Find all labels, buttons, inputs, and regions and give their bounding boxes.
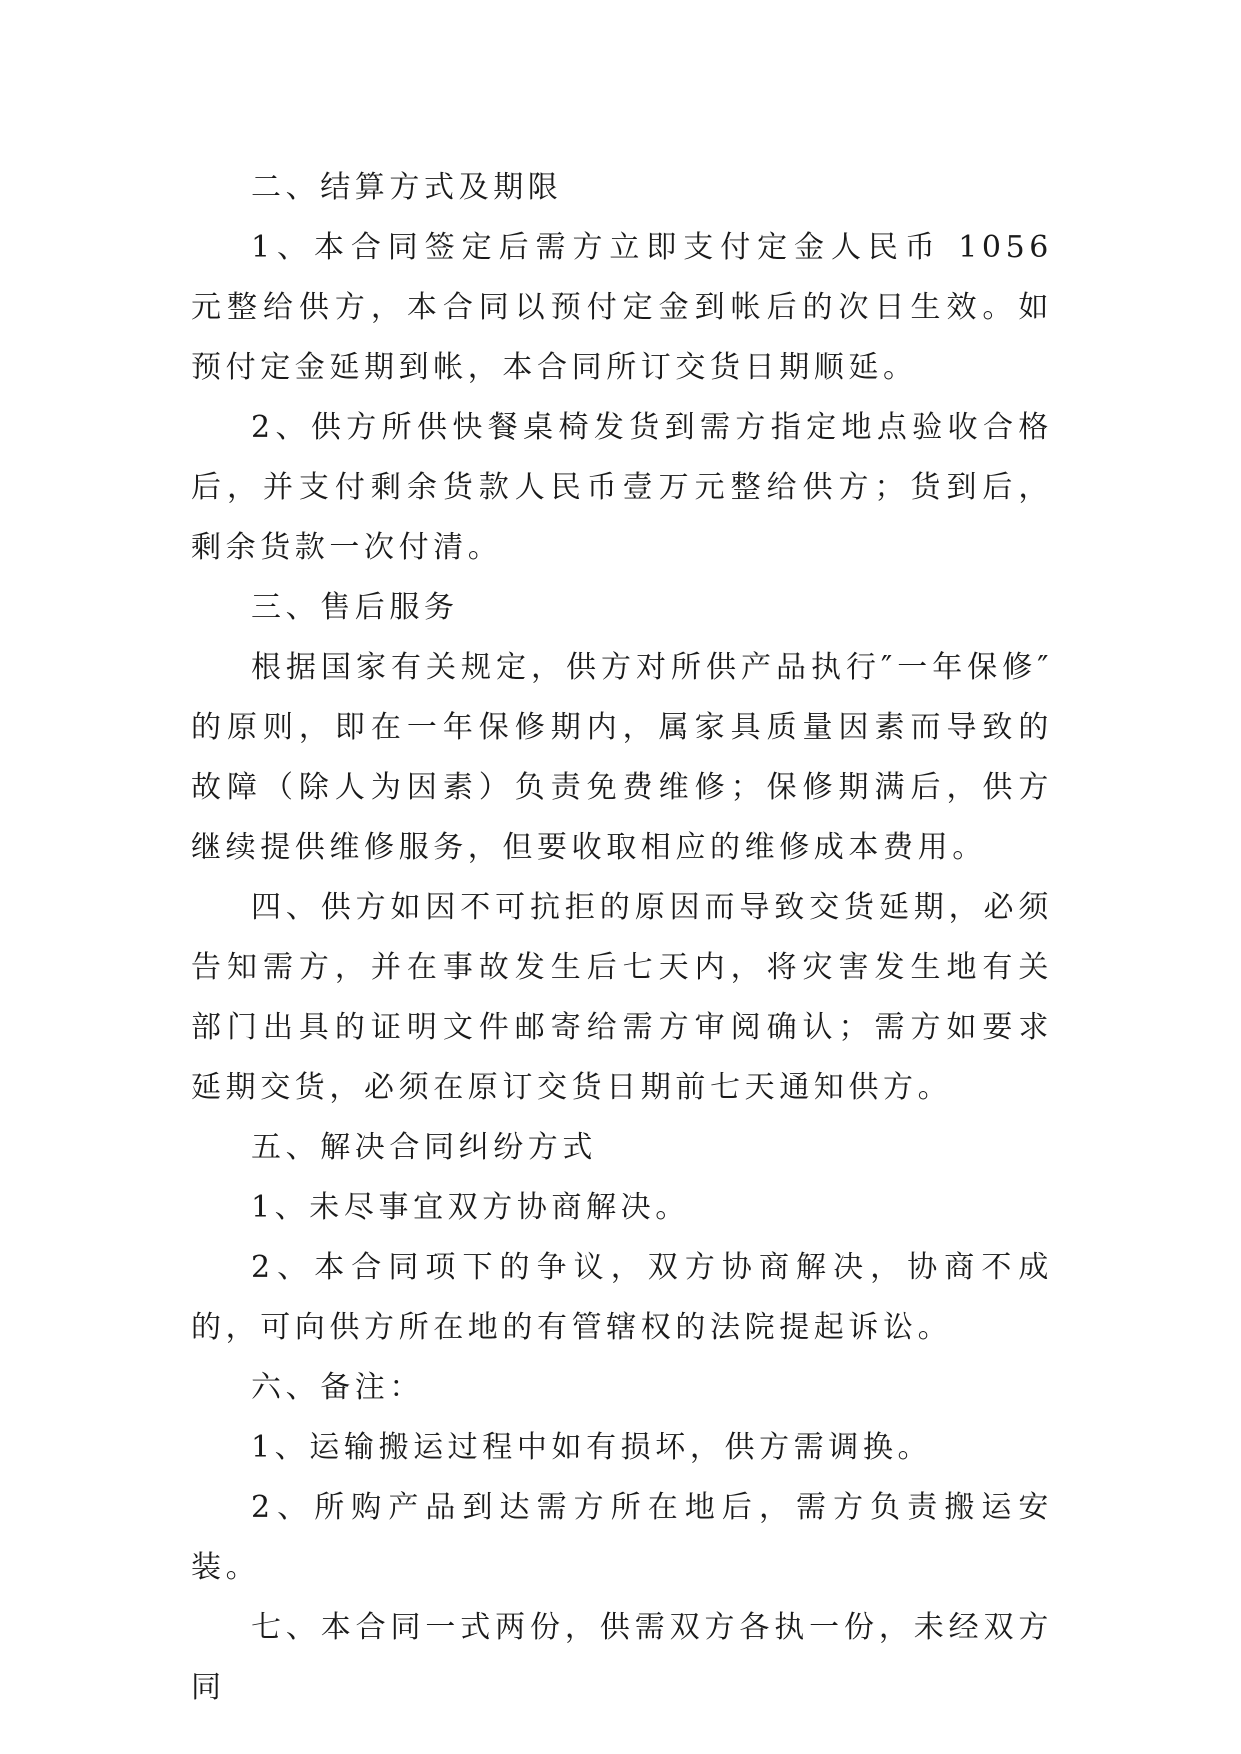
paragraph-remarks-2: 2、所购产品到达需方所在地后，需方负责搬运安装。 [191, 1490, 1053, 1585]
paragraph-deposit: 1、本合同签定后需方立即支付定金人民币 1056 元整给供方，本合同以预付定金到帐后的次日生效。如预付定金延期到帐，本合同所订交货日期顺延。 [191, 230, 1053, 385]
section-heading-settlement: 二、结算方式及期限 [251, 170, 563, 205]
section-heading-dispute: 五、解决合同纠纷方式 [251, 1130, 597, 1165]
contract-page [191, 158, 1053, 1718]
paragraph-dispute-1: 1、未尽事宜双方协商解决。 [251, 1190, 690, 1225]
paragraph-force-majeure: 四、供方如因不可抗拒的原因而导致交货延期，必须告知需方，并在事故发生后七天内，将灾害发生地有关部门出具的证明文件邮寄给需方审阅确认；需方如要求延期交货，必须在原订交货日期前七天通知供方。 [191, 890, 1053, 1105]
paragraph-copies: 七、本合同一式两份，供需双方各执一份，未经双方同 [191, 1610, 1053, 1705]
section-heading-remarks: 六、备注： [251, 1370, 424, 1405]
section-heading-after-sales: 三、售后服务 [251, 590, 459, 625]
paragraph-warranty: 根据国家有关规定，供方对所供产品执行″一年保修″的原则，即在一年保修期内，属家具质量因素而导致的故障（除人为因素）负责免费维修；保修期满后，供方继续提供维修服务，但要收取相应的维修成本费用。 [191, 650, 1053, 865]
paragraph-dispute-2: 2、本合同项下的争议，双方协商解决，协商不成的，可向供方所在地的有管辖权的法院提起诉讼。 [191, 1250, 1053, 1345]
paragraph-balance-payment: 2、供方所供快餐桌椅发货到需方指定地点验收合格后，并支付剩余货款人民币壹万元整给供方；货到后，剩余货款一次付清。 [191, 410, 1053, 565]
paragraph-remarks-1: 1、运输搬运过程中如有损坏，供方需调换。 [251, 1430, 933, 1465]
